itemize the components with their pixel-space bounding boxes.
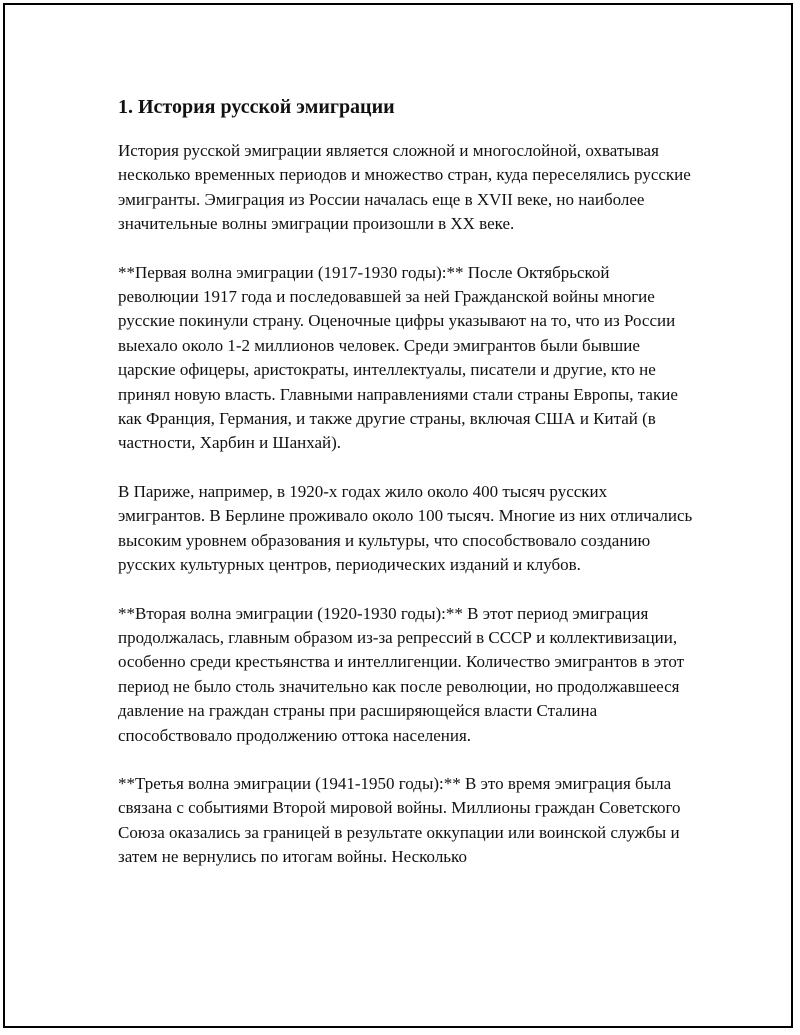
paragraph-paris-berlin: В Париже, например, в 1920-х годах жило около 400 тысяч русских эмигрантов. В Берлине проживало около 100 тысяч. Многие из них отличались высоким уровнем образования и культуры, что способствовало созданию русских культурных центров, периодических изданий и клубов. [118,481,693,575]
document-body [118,95,693,894]
paragraph-second-wave: **Вторая волна эмиграции (1920-1930 годы):** В этот период эмиграция продолжалась, главным образом из-за репрессий в СССР и коллективизации, особенно среди крестьянства и интеллигенции. Количество эмигрантов в этот период не было столь значительно как после революции, но продолжавшееся давление на граждан страны при расширяющейся власти Сталина способствовало продолжению оттока населения. [118,603,685,745]
section-heading: 1. История русской эмиграции [118,96,395,118]
paragraph-intro: История русской эмиграции является сложной и многослойной, охватывая несколько временных периодов и множество стран, куда переселялись русские эмигранты. Эмиграция из России началась еще в XVII веке, но наиболее значительные волны эмиграции произошли в XX веке. [118,141,691,234]
paragraph-third-wave: **Третья волна эмиграции (1941-1950 годы):** В это время эмиграция была связана с событиями Второй мировой войны. Миллионы граждан Советского Союза оказались за границей в результате оккупации или воинской службы и затем не вернулись по итогам войны. Несколько [118,773,681,867]
paragraph-first-wave: **Первая волна эмиграции (1917-1930 годы):** После Октябрьской революции 1917 года и последовавшей за ней Гражданской войны многие русские покинули страну. Оценочные цифры указывают на то, что из России выехало около 1-2 миллионов человек. Среди эмигрантов были бывшие царские офицеры, аристократы, интеллектуалы, писатели и другие, кто не принял новую власть. Главными направлениями стали страны Европы, такие как Франция, Германия, и также другие страны, включая США и Китай (в частности, Харбин и Шанхай). [118,262,678,453]
